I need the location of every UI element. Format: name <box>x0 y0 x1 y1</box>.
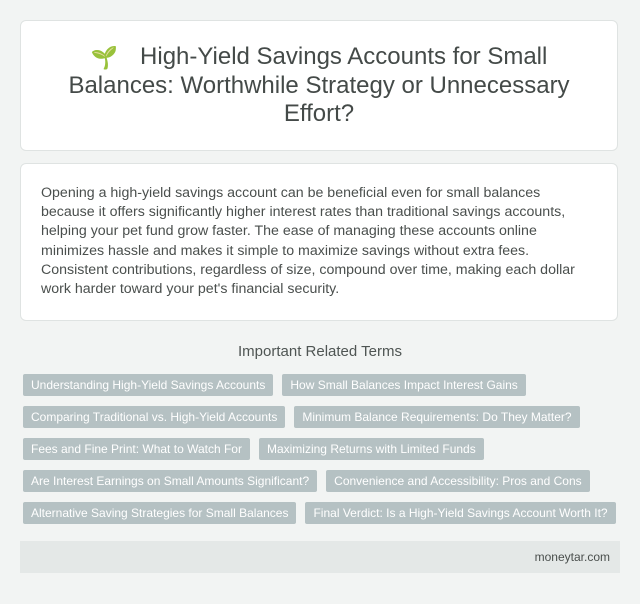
term-tag[interactable]: Comparing Traditional vs. High-Yield Accounts <box>23 406 285 428</box>
related-terms-list <box>23 374 623 534</box>
title-card <box>20 20 618 151</box>
intro-paragraph: Opening a high-yield savings account can be beneficial even for small balances because it offers significantly higher interest rates than traditional savings accounts, helping your pet fund grow faster. The ease of managing these accounts online minimizes hassle and makes it simple to maximize savings without extra fees. Consistent contributions, regardless of size, compound over time, making each dollar work harder toward your pet's financial security. <box>41 185 575 298</box>
term-tag[interactable]: Understanding High-Yield Savings Accounts <box>23 374 273 396</box>
tag-row <box>23 438 623 460</box>
page-title-text: High-Yield Savings Accounts for Small Balances: Worthwhile Strategy or Unnecessary Effort? <box>68 43 570 127</box>
tag-row <box>23 374 623 396</box>
footer-site-link[interactable]: moneytar.com <box>534 550 610 564</box>
term-tag[interactable]: Fees and Fine Print: What to Watch For <box>23 438 250 460</box>
tag-row <box>23 502 623 524</box>
term-tag[interactable]: How Small Balances Impact Interest Gains <box>282 374 525 396</box>
seedling-icon: 🌱 <box>90 45 119 70</box>
page-title <box>21 43 617 128</box>
footer <box>20 541 620 573</box>
tag-row <box>23 470 623 492</box>
tag-row <box>23 406 623 428</box>
term-tag[interactable]: Minimum Balance Requirements: Do They Matter? <box>294 406 579 428</box>
intro-card <box>20 163 618 321</box>
term-tag[interactable]: Convenience and Accessibility: Pros and Cons <box>326 470 589 492</box>
term-tag[interactable]: Maximizing Returns with Limited Funds <box>259 438 484 460</box>
term-tag[interactable]: Alternative Saving Strategies for Small Balances <box>23 502 296 524</box>
term-tag[interactable]: Are Interest Earnings on Small Amounts Significant? <box>23 470 317 492</box>
term-tag[interactable]: Final Verdict: Is a High-Yield Savings Account Worth It? <box>305 502 615 524</box>
related-terms-heading: Important Related Terms <box>238 343 402 360</box>
